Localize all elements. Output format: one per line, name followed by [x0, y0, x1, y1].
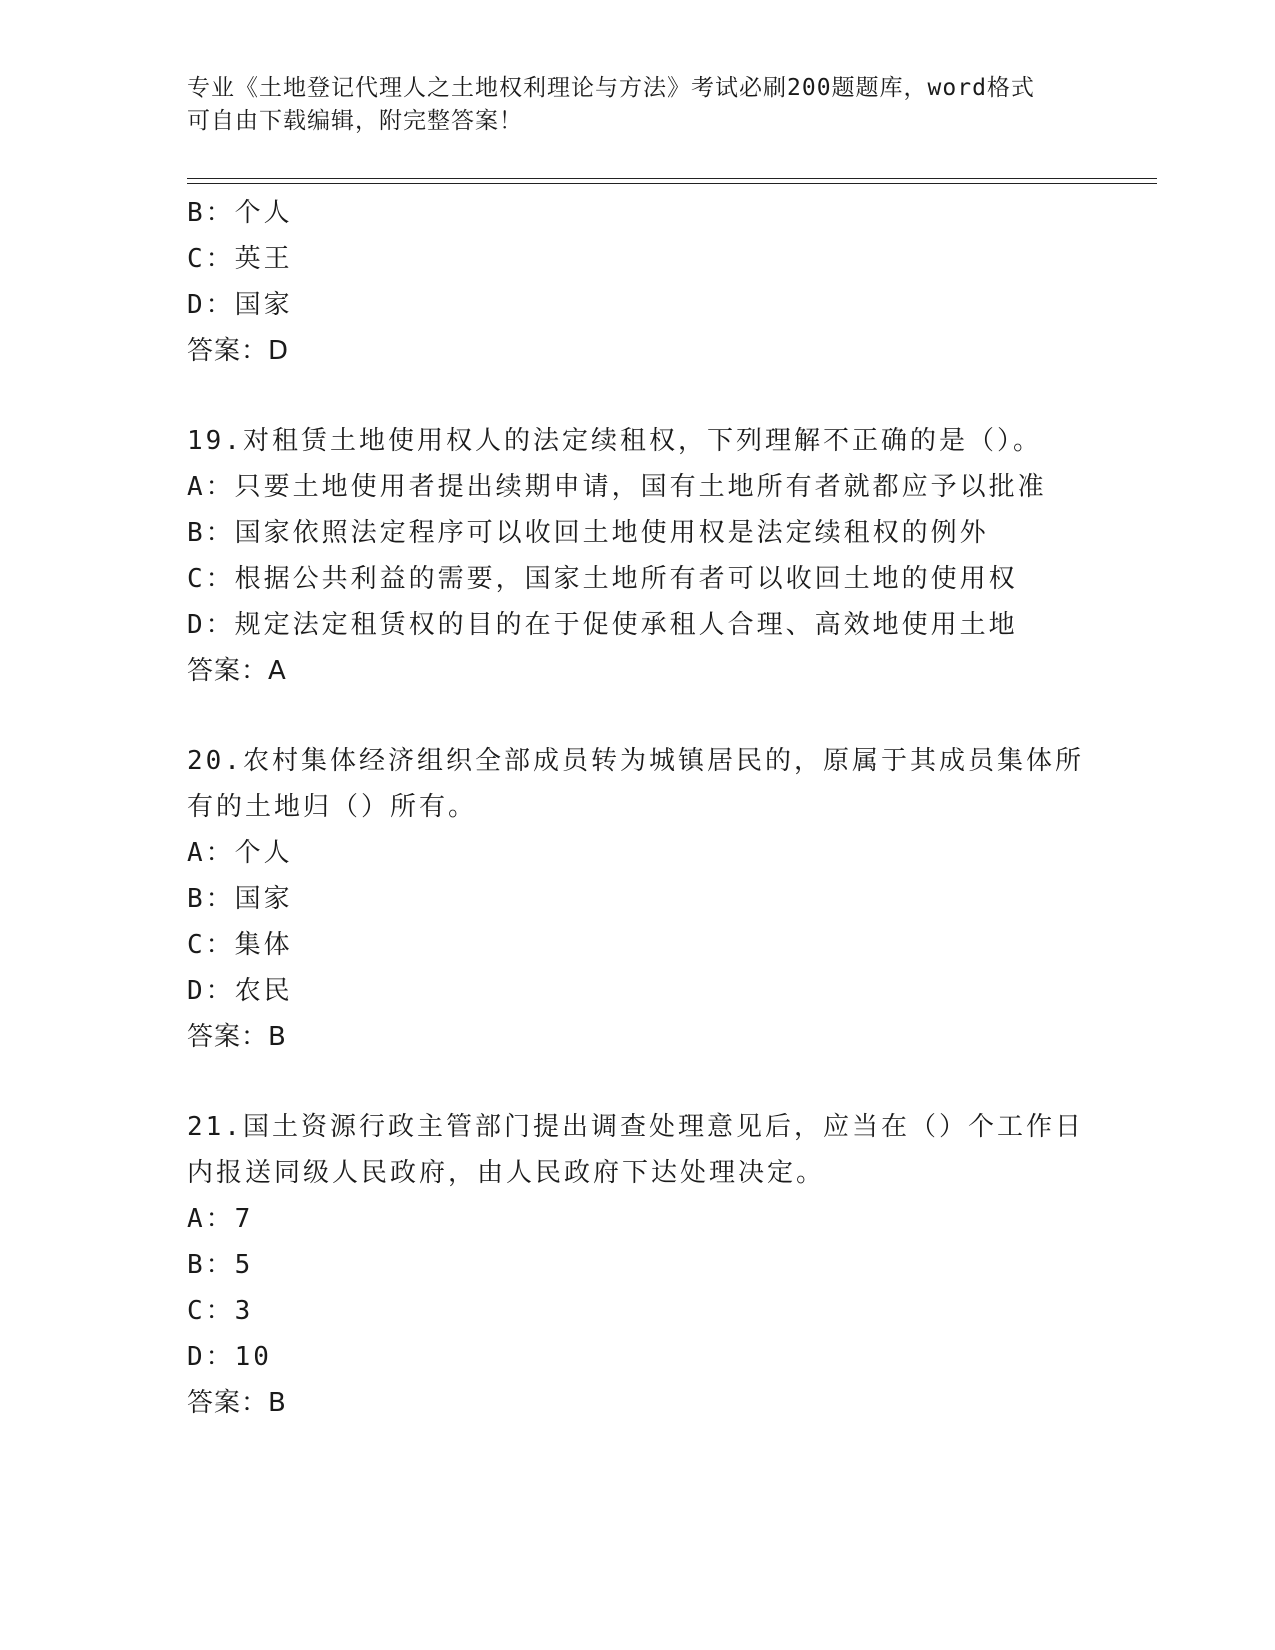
- question-stem-line-2: 有的土地归（）所有。: [187, 792, 478, 822]
- option-a: A：个人: [187, 838, 293, 868]
- header-divider-bottom: [187, 183, 1157, 184]
- option-c: C：3: [187, 1296, 254, 1326]
- answer-line: 答案：B: [187, 1022, 287, 1052]
- option-b: B：国家依照法定程序可以收回土地使用权是法定续租权的例外: [187, 518, 989, 548]
- option-c: C：集体: [187, 930, 293, 960]
- header-line-1: 专业《土地登记代理人之土地权利理论与方法》考试必刷200题题库，word格式: [187, 75, 1035, 101]
- question-stem-line-2: 内报送同级人民政府，由人民政府下达处理决定。: [187, 1158, 826, 1188]
- header-line-2: 可自由下载编辑，附完整答案！: [187, 108, 523, 134]
- question-19: [187, 418, 1087, 694]
- header-divider-top: [187, 178, 1157, 179]
- question-stem-line-1: 21.国土资源行政主管部门提出调查处理意见后，应当在（）个工作日: [187, 1112, 1084, 1142]
- question-21: [187, 1104, 1087, 1426]
- option-d: D：农民: [187, 976, 293, 1006]
- question-stem: 19.对租赁土地使用权人的法定续租权，下列理解不正确的是（）。: [187, 426, 1042, 456]
- option-b: B：个人: [187, 198, 293, 228]
- answer-line: 答案：B: [187, 1388, 287, 1418]
- question-20: [187, 738, 1087, 1060]
- answer-line: 答案：A: [187, 656, 287, 686]
- option-d: D：国家: [187, 290, 293, 320]
- question-stem-line-1: 20.农村集体经济组织全部成员转为城镇居民的，原属于其成员集体所: [187, 746, 1084, 776]
- option-c: C：英王: [187, 244, 293, 274]
- option-a: A：只要土地使用者提出续期申请，国有土地所有者就都应予以批准: [187, 472, 1047, 502]
- option-d: D：规定法定租赁权的目的在于促使承租人合理、高效地使用土地: [187, 610, 1018, 640]
- option-c: C：根据公共利益的需要，国家土地所有者可以收回土地的使用权: [187, 564, 1018, 594]
- document-header: [187, 72, 1067, 138]
- question-list: [187, 190, 1087, 1426]
- option-d: D：10: [187, 1342, 272, 1372]
- option-b: B：国家: [187, 884, 293, 914]
- option-a: A：7: [187, 1204, 254, 1234]
- answer-line: 答案：D: [187, 336, 290, 366]
- partial-question: [187, 190, 1087, 374]
- option-b: B：5: [187, 1250, 254, 1280]
